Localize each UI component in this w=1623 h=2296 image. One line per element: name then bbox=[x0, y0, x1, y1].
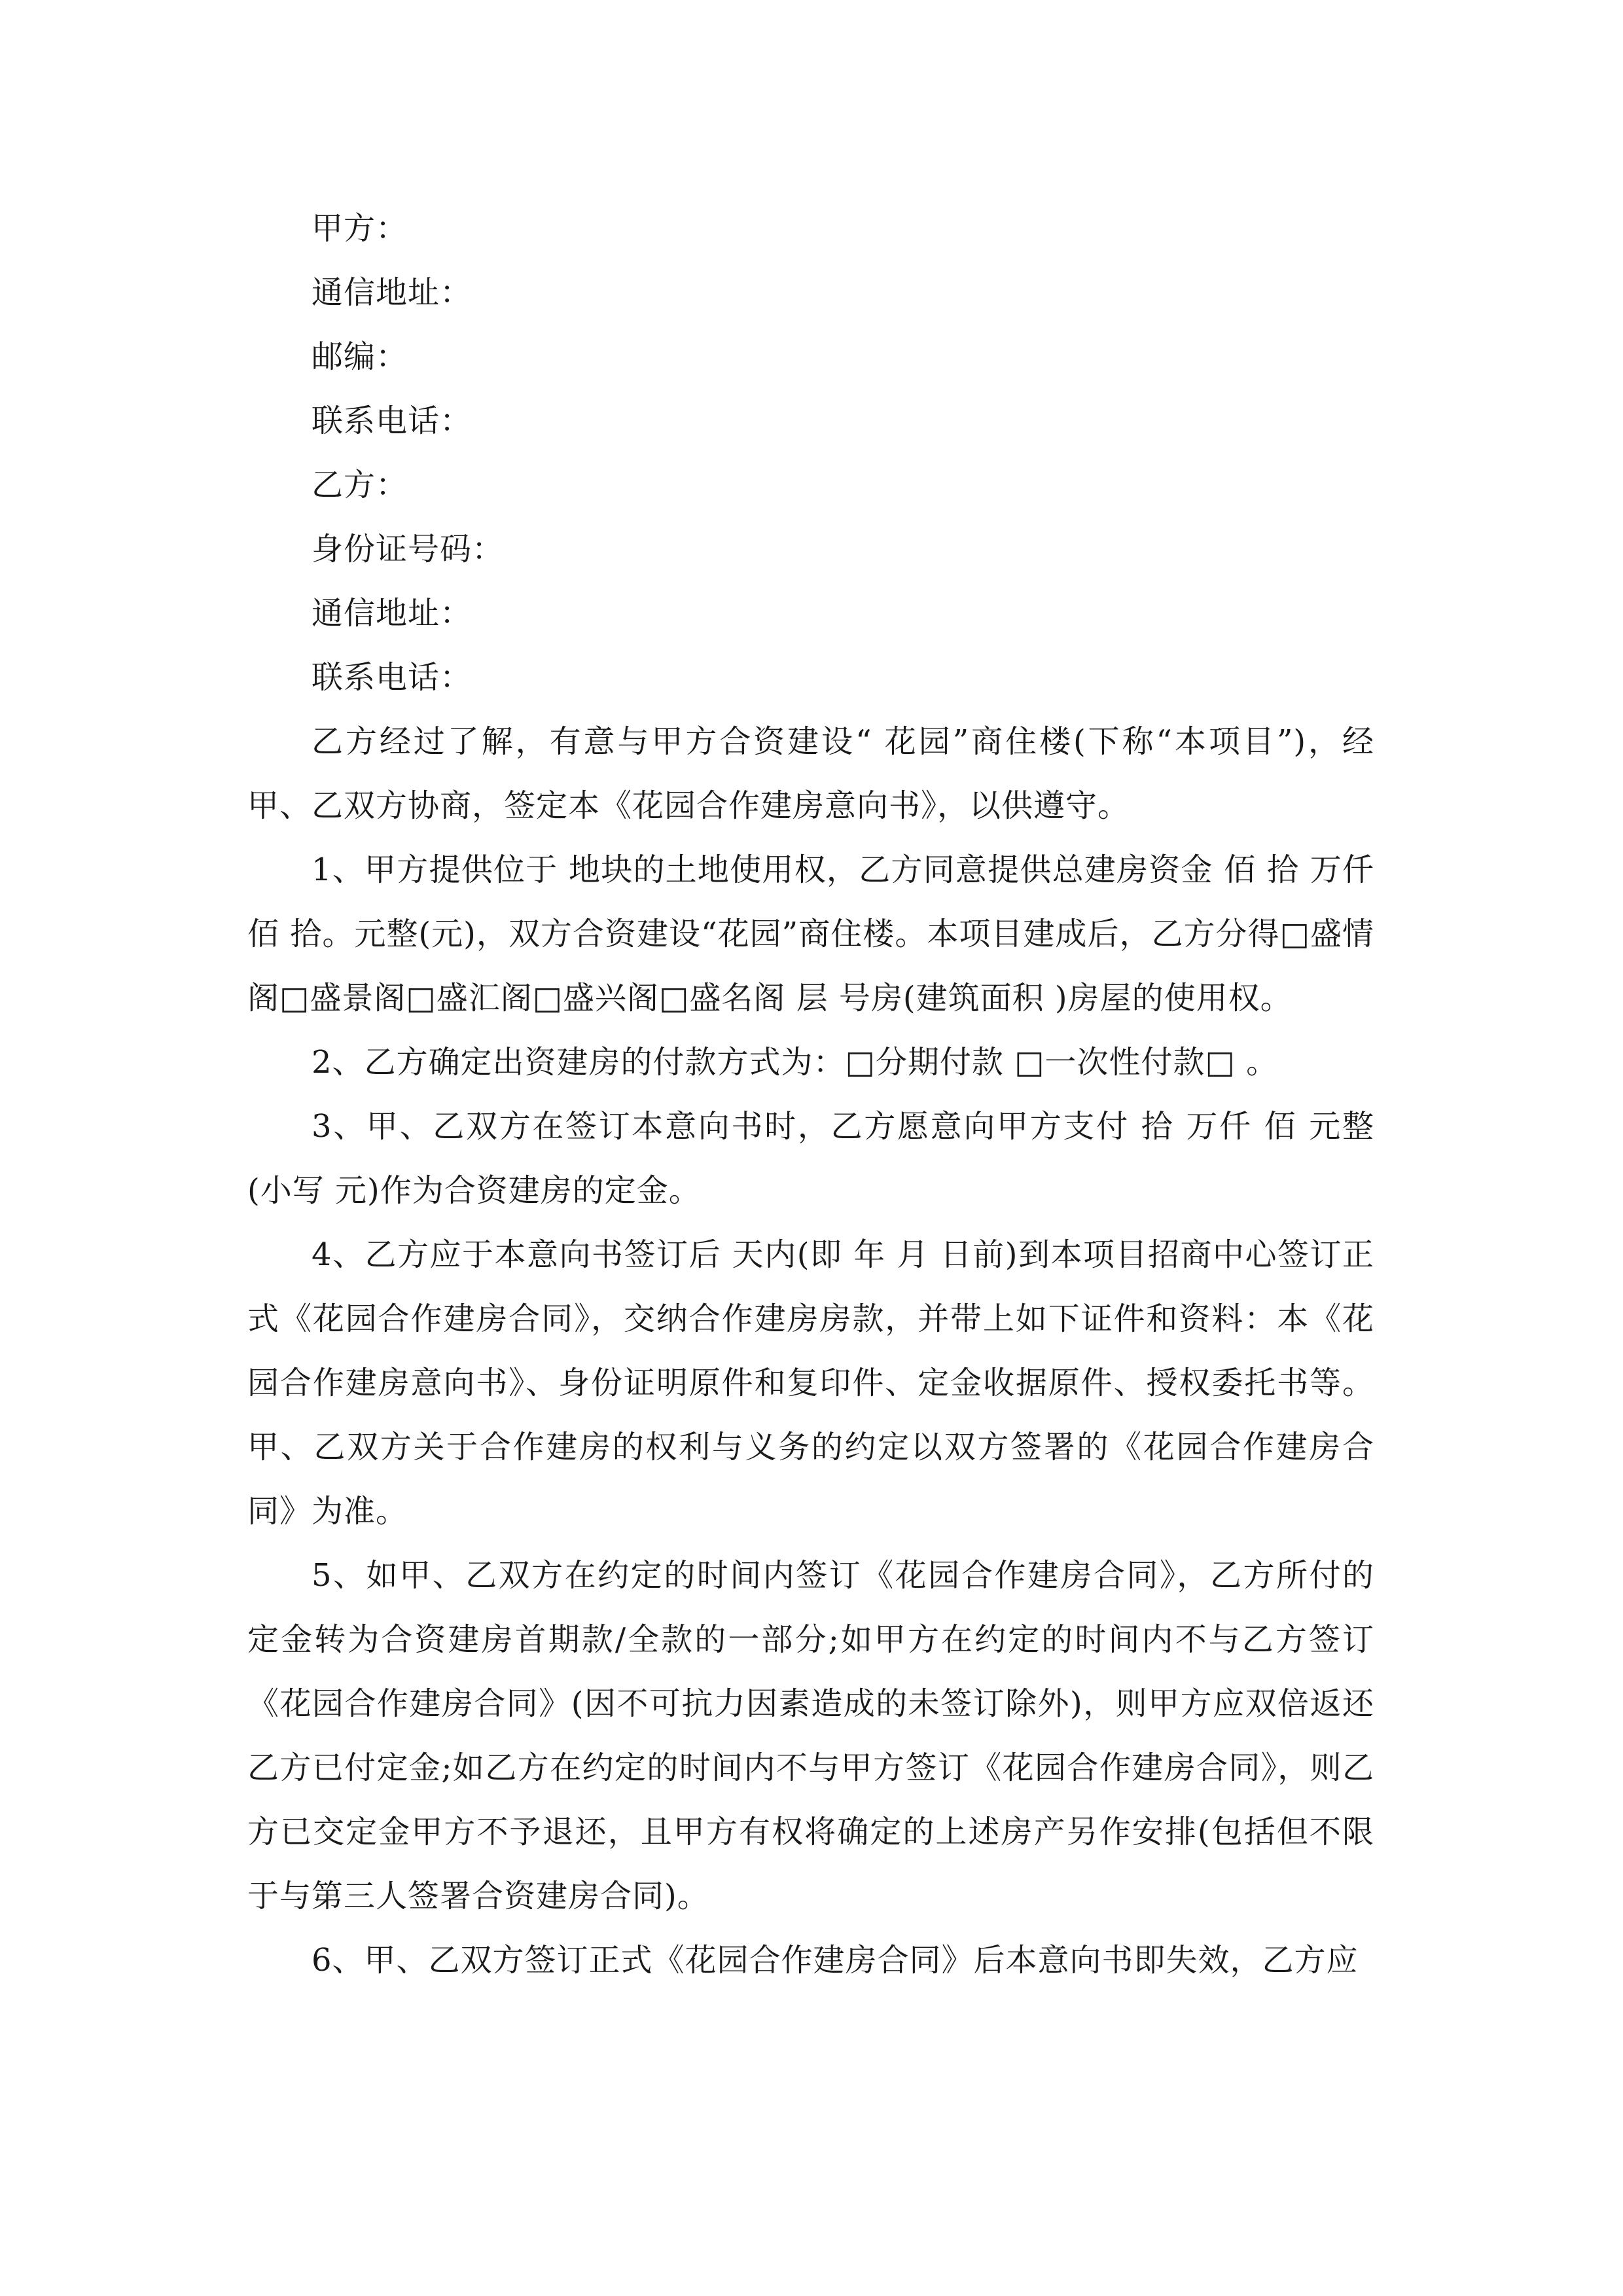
party-a-postcode-label: 邮编： bbox=[312, 338, 408, 375]
clause-1-paragraph: 1、甲方提供位于 地块的土地使用权，乙方同意提供总建房资金 佰 拾 万仟 佰 拾。元整(元)，双方合资建设“花园”商住楼。本项目建成后，乙方分得□盛情阁□盛景阁□盛汇阁□盛兴阁□盛名阁 层 号房(建筑面积 )房屋的使用权。 bbox=[247, 852, 1374, 1016]
clause-5-paragraph: 5、如甲、乙双方在约定的时间内签订《花园合作建房合同》，乙方所付的定金转为合资建房首期款/全款的一部分;如甲方在约定的时间内不与乙方签订《花园合作建房合同》(因不可抗力因素造成的未签订除外)，则甲方应双倍返还乙方已付定金;如乙方在约定的时间内不与甲方签订《花园合作建房合同》，则乙方已交定金甲方不予退还，且甲方有权将确定的上述房产另作安排(包括但不限于与第三人签署合资建房合同)。 bbox=[247, 1557, 1374, 1914]
intro-paragraph: 乙方经过了解，有意与甲方合资建设“ 花园”商住楼(下称“本项目”)，经甲、乙双方协商，签定本《花园合作建房意向书》，以供遵守。 bbox=[247, 723, 1374, 824]
party-a-phone-label: 联系电话： bbox=[312, 403, 473, 439]
party-b-address-label: 通信地址： bbox=[312, 595, 473, 632]
party-a-address-label: 通信地址： bbox=[312, 274, 473, 311]
clause-4-paragraph: 4、乙方应于本意向书签订后 天内(即 年 月 日前)到本项目招商中心签订正式《花园合作建房合同》，交纳合作建房房款，并带上如下证件和资料：本《花园合作建房意向书》、身份证明原件和复印件、定金收据原件、授权委托书等。甲、乙双方关于合作建房的权利与义务的约定以双方签署的《花园合作建房合同》为准。 bbox=[247, 1236, 1374, 1530]
party-b-id-label: 身份证号码： bbox=[312, 531, 505, 567]
party-b-label: 乙方： bbox=[312, 467, 408, 503]
clause-6-paragraph: 6、甲、乙双方签订正式《花园合作建房合同》后本意向书即失效，乙方应 bbox=[312, 1942, 1359, 1979]
document-body bbox=[247, 196, 1374, 1992]
party-a-label: 甲方： bbox=[312, 210, 408, 247]
clause-3-paragraph: 3、甲、乙双方在签订本意向书时，乙方愿意向甲方支付 拾 万仟 佰 元整(小写 元)作为合资建房的定金。 bbox=[247, 1108, 1374, 1209]
clause-2-paragraph: 2、乙方确定出资建房的付款方式为：□分期付款 □一次性付款□ 。 bbox=[312, 1044, 1279, 1081]
party-b-phone-label: 联系电话： bbox=[312, 659, 473, 696]
